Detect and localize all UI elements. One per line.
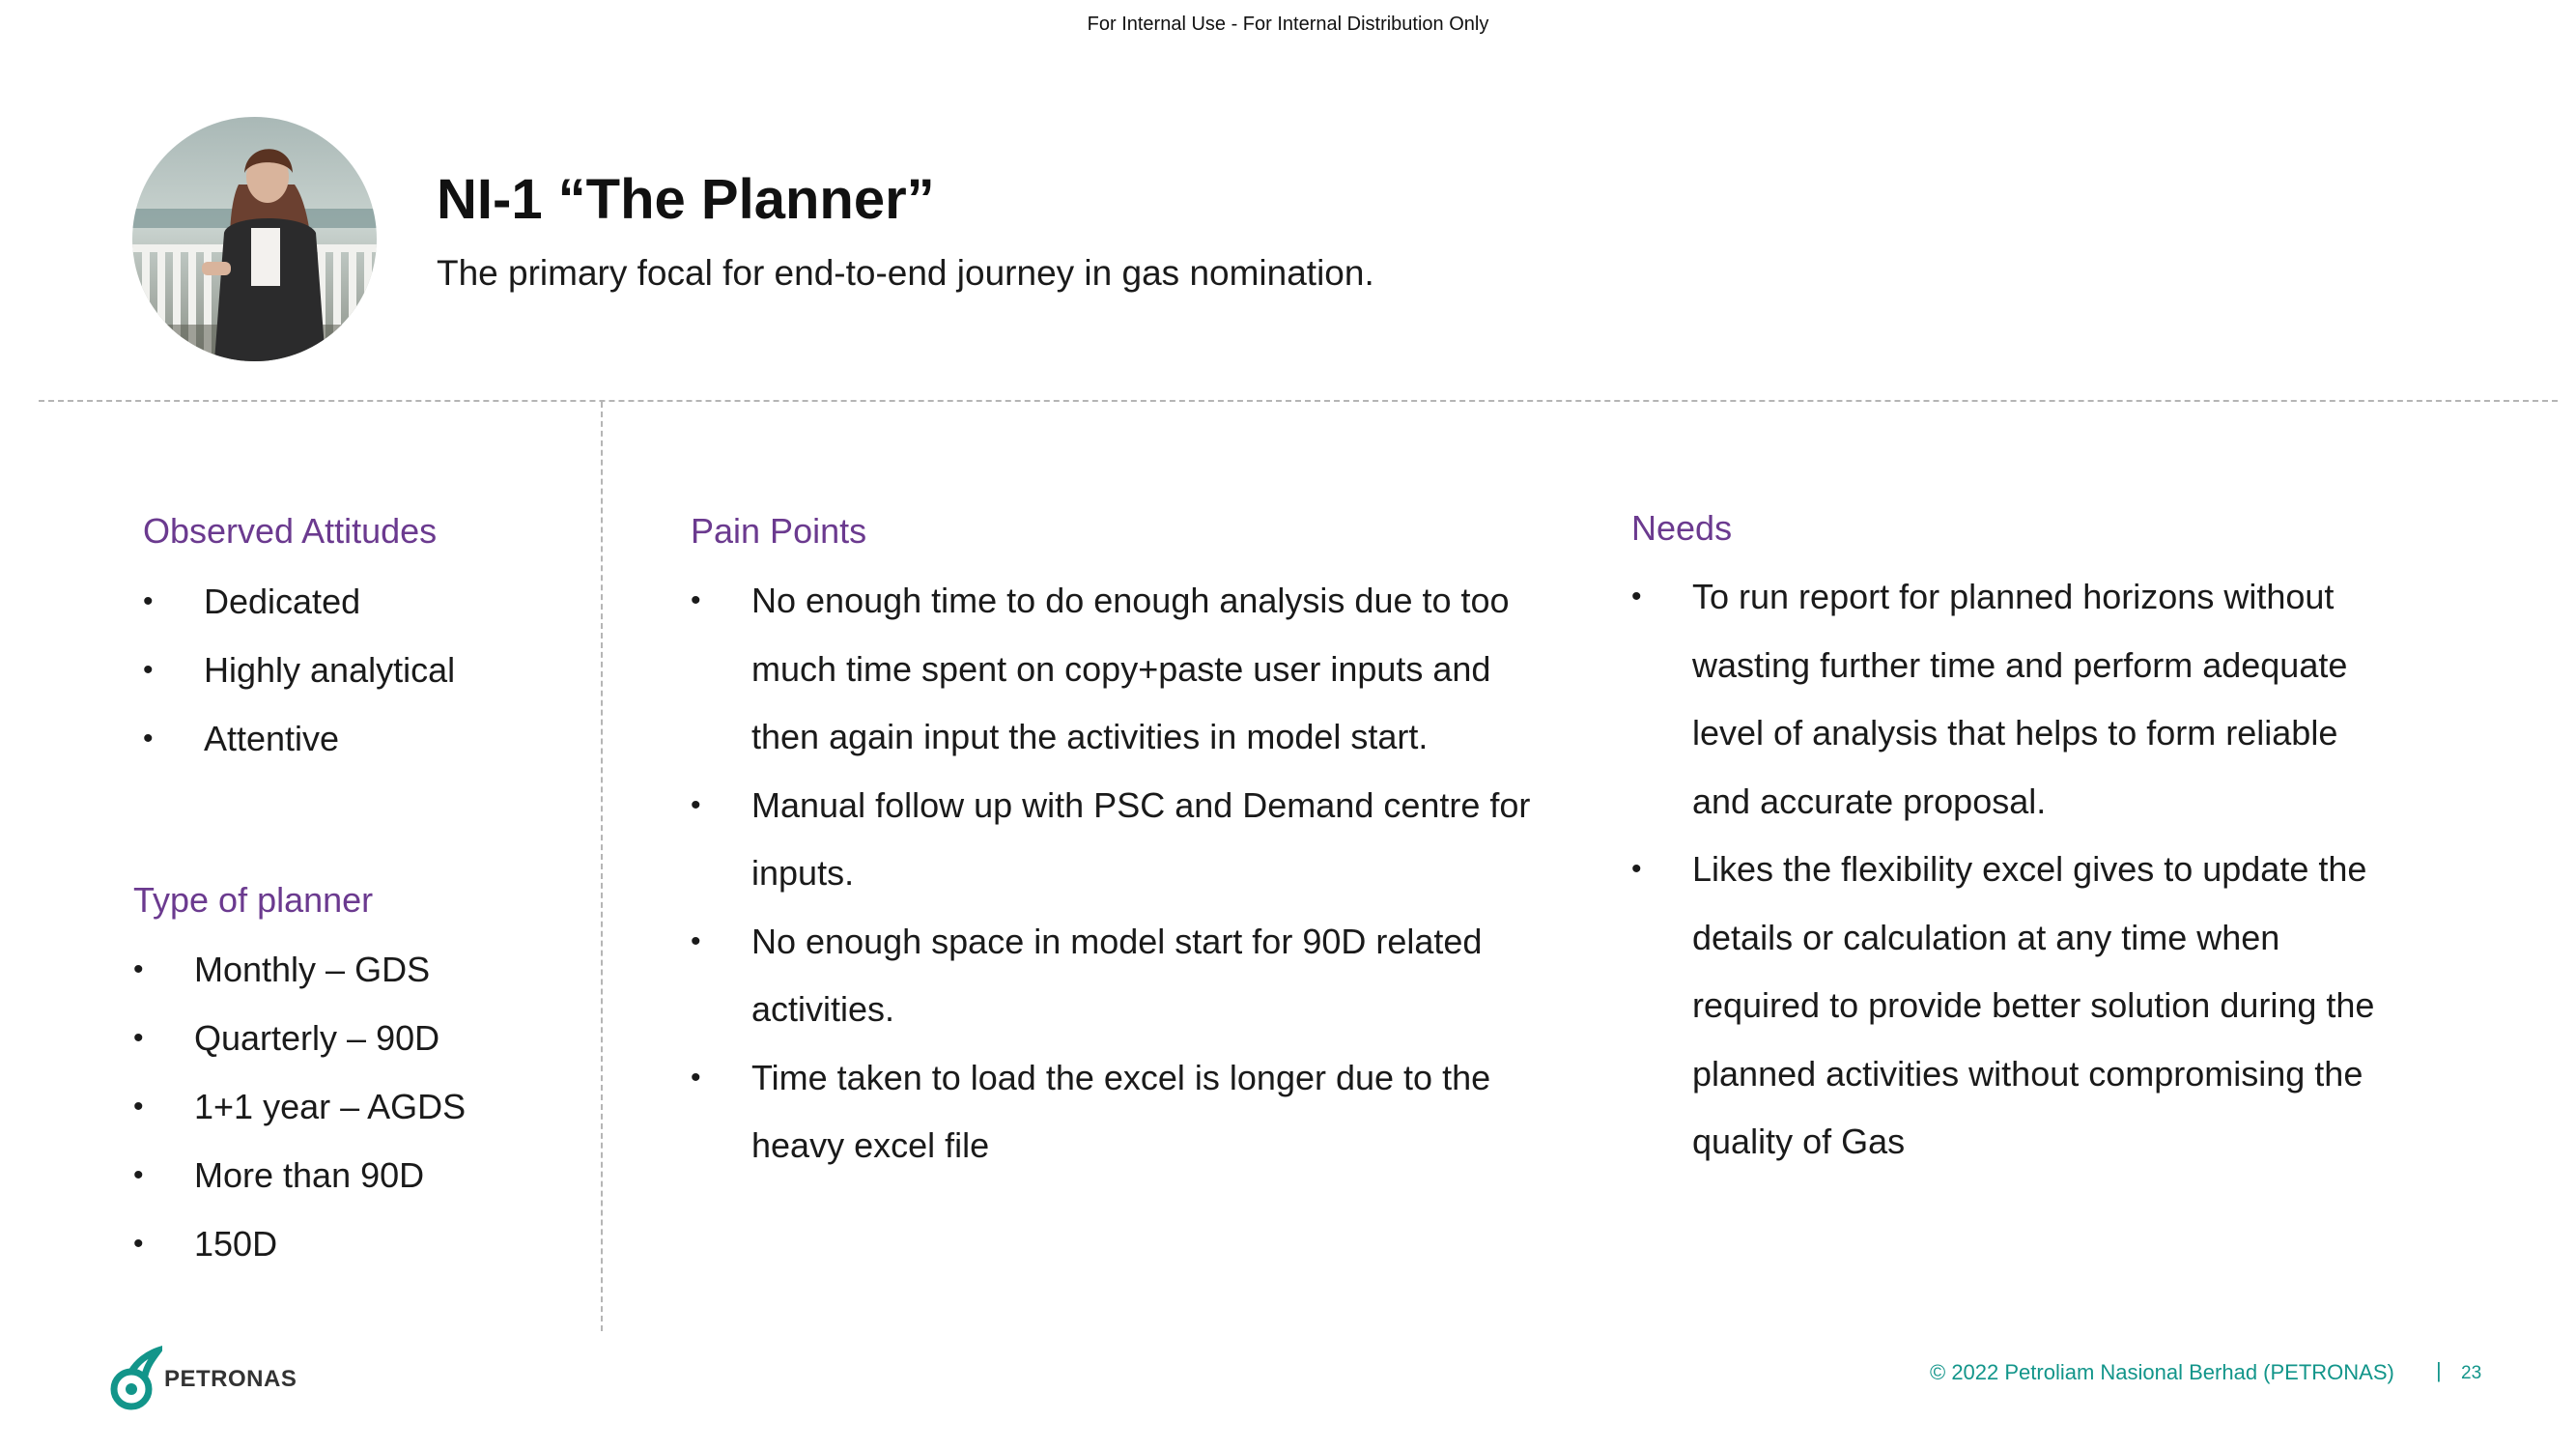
- list-item: • Dedicated: [143, 582, 361, 621]
- bullet-icon: •: [133, 1022, 144, 1054]
- bullet-icon: •: [691, 788, 701, 821]
- persona-photo: [132, 117, 377, 361]
- type-of-planner-list: [133, 949, 466, 1292]
- list-item: • Attentive: [143, 719, 340, 758]
- petronas-logo: [108, 1345, 301, 1412]
- type-of-planner-heading: Type of planner: [133, 880, 374, 920]
- list-item: • 1+1 year – AGDS: [133, 1087, 467, 1126]
- bullet-icon: •: [1631, 581, 1642, 612]
- needs-heading: Needs: [1631, 508, 1733, 548]
- list-item: • Likes the flexibility excel gives to update the details or calculation at any time when required to provide better solution during the planned activities without compromising the quality of Gas: [1631, 836, 2404, 1177]
- list-item: • Highly analytical: [143, 650, 456, 690]
- observed-attitudes-list: [143, 581, 455, 786]
- bullet-icon: •: [133, 1159, 144, 1191]
- bullet-icon: •: [1631, 853, 1642, 885]
- horizontal-divider: [39, 400, 2558, 402]
- classification-label: For Internal Use - For Internal Distribution Only: [1087, 14, 1489, 35]
- bullet-icon: •: [143, 585, 154, 617]
- persona-title: NI-1 “The Planner”: [437, 168, 935, 231]
- bullet-icon: •: [133, 953, 144, 985]
- list-item: • Time taken to load the excel is longer due to the heavy excel file: [691, 1044, 1541, 1180]
- bullet-icon: •: [133, 1091, 144, 1122]
- list-item: • 150D: [133, 1224, 278, 1264]
- persona-subtitle: The primary focal for end-to-end journey in gas nomination.: [437, 253, 1374, 293]
- bullet-icon: •: [133, 1228, 144, 1260]
- petronas-logo-icon: [108, 1345, 162, 1412]
- footer-separator: |: [2436, 1358, 2442, 1382]
- bullet-icon: •: [691, 1061, 701, 1094]
- list-item: • More than 90D: [133, 1155, 425, 1195]
- list-item: • No enough time to do enough analysis due to too much time spent on copy+paste user inputs and then again input the activities in model start.: [691, 567, 1541, 772]
- bullet-icon: •: [691, 584, 701, 616]
- vertical-divider: [601, 402, 603, 1331]
- logo-text: PETRONAS: [164, 1366, 297, 1392]
- list-item: • Manual follow up with PSC and Demand centre for inputs.: [691, 772, 1541, 908]
- list-item: • No enough space in model start for 90D related activities.: [691, 908, 1541, 1044]
- list-item: • To run report for planned horizons without wasting further time and perform adequate level of analysis that helps to form reliable and accurate proposal.: [1631, 563, 2404, 836]
- copyright-text: © 2022 Petroliam Nasional Berhad (PETRONAS): [1930, 1360, 2394, 1384]
- list-item: • Monthly – GDS: [133, 950, 431, 989]
- page-number: 23: [2461, 1363, 2482, 1383]
- bullet-icon: •: [143, 723, 154, 754]
- bullet-icon: •: [143, 654, 154, 686]
- observed-attitudes-heading: Observed Attitudes: [143, 511, 438, 551]
- needs-list: [1631, 563, 2404, 1177]
- list-item: • Quarterly – 90D: [133, 1018, 440, 1058]
- persona-avatar: [132, 117, 377, 361]
- pain-points-list: [691, 567, 1541, 1180]
- pain-points-heading: Pain Points: [691, 511, 867, 551]
- bullet-icon: •: [691, 924, 701, 957]
